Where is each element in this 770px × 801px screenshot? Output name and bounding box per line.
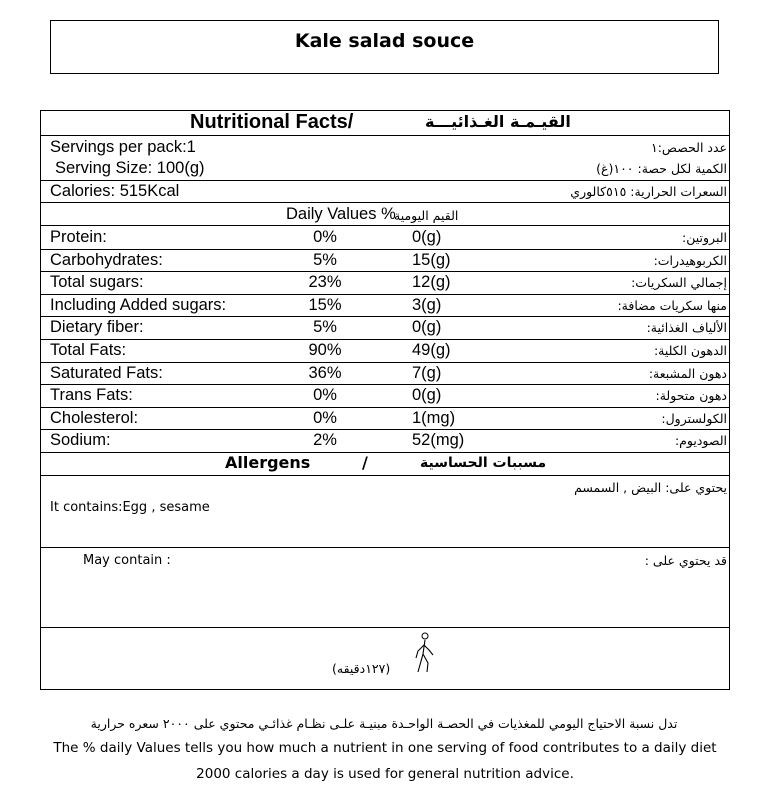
walking-person-icon xyxy=(412,632,436,674)
allergens-title-ar: مسببات الحساسية xyxy=(420,455,547,471)
nutrient-daily-value: 5% xyxy=(313,318,337,337)
nutrient-daily-value: 0% xyxy=(313,386,337,405)
nutrient-daily-value: 0% xyxy=(313,228,337,246)
nutrient-amount: 12(g) xyxy=(412,273,451,292)
allergens-title-en: Allergens xyxy=(225,453,311,472)
nutrient-name-en: Total Fats: xyxy=(50,341,127,359)
divider xyxy=(40,627,730,628)
nutrient-daily-value: 23% xyxy=(308,273,342,292)
nutrient-name-en: Trans Fats: xyxy=(50,386,133,405)
nutrient-amount: 0(g) xyxy=(412,386,442,405)
calories-en: Calories: 515Kcal xyxy=(50,182,180,200)
nutrition-header-en: Nutritional Facts/ xyxy=(190,111,354,133)
nutrient-name-ar: إجمالي السكريات: xyxy=(631,275,727,291)
servings-en: Servings per pack:1 xyxy=(50,138,196,156)
divider xyxy=(40,225,730,226)
nutrient-name-ar: الكربوهيدرات: xyxy=(653,252,727,268)
footnote-en-line1: The % daily Values tells you how much a nutrient in one serving of food contributes to a daily diet xyxy=(53,740,717,756)
nutrient-daily-value: 2% xyxy=(313,431,337,450)
nutrient-amount: 7(g) xyxy=(412,363,442,382)
nutrient-name-en: Sodium: xyxy=(50,431,111,450)
nutrient-amount: 3(g) xyxy=(412,295,442,314)
nutrient-name-ar: البروتين: xyxy=(682,230,727,245)
nutrient-amount: 1(mg) xyxy=(412,408,456,427)
may-contain-en: May contain : xyxy=(83,553,171,568)
nutrient-name-en: Protein: xyxy=(50,228,107,246)
contains-en: It contains:Egg , sesame xyxy=(50,500,210,515)
nutrition-header-ar: القيـمـة الغـذائيـــة xyxy=(425,112,571,131)
serving-size-en: Serving Size: 100(g) xyxy=(55,159,205,177)
activity-minutes: (١٢٧دقيقه) xyxy=(332,661,391,676)
nutrient-amount: 0(g) xyxy=(412,228,442,246)
divider xyxy=(40,547,730,548)
daily-values-en: Daily Values % xyxy=(286,205,396,223)
nutrient-name-en: Dietary fiber: xyxy=(50,318,144,337)
nutrient-name-ar: الصوديوم: xyxy=(674,433,727,449)
nutrient-daily-value: 0% xyxy=(313,408,337,427)
footnote-en-line2: 2000 calories a day is used for general nutrition advice. xyxy=(196,766,574,782)
divider xyxy=(40,452,730,453)
serving-size-ar: الكمية لكل حصة: ١٠٠(غ) xyxy=(596,161,727,176)
nutrient-name-ar: الدهون الكلية: xyxy=(653,343,727,358)
contains-ar: يحتوي على: البيض , السمسم xyxy=(574,480,727,495)
allergens-separator: / xyxy=(362,453,368,472)
nutrient-daily-value: 5% xyxy=(313,250,337,269)
nutrient-daily-value: 90% xyxy=(308,341,342,359)
may-contain-ar: قد يحتوي على : xyxy=(644,553,727,568)
nutrient-name-en: Cholesterol: xyxy=(50,408,139,427)
divider xyxy=(40,135,730,136)
nutrient-name-ar: الكولسترول: xyxy=(661,410,727,426)
divider xyxy=(40,429,730,430)
nutrient-name-ar: دهون المشبعة: xyxy=(648,365,727,381)
nutrient-amount: 52(mg) xyxy=(412,431,465,450)
nutrient-name-ar: الألياف الغذائية: xyxy=(646,320,727,336)
nutrient-name-en: Including Added sugars: xyxy=(50,295,227,314)
nutrient-name-en: Total sugars: xyxy=(50,273,144,292)
nutrient-daily-value: 15% xyxy=(308,295,342,314)
calories-ar: السعرات الحرارية: ٥١٥كالوري xyxy=(570,184,727,199)
nutrient-name-en: Saturated Fats: xyxy=(50,363,163,382)
footnote-ar: تدل نسبة الاحتياج اليومي للمغذيات في الحصـة الواحـدة مبنيـة علـى نظـام غذائـي محتوي على ٢٠٠٠ سعره حرارية xyxy=(90,716,678,731)
nutrient-name-ar: منها سكريات مضافة: xyxy=(617,297,727,313)
divider xyxy=(40,384,730,385)
nutrient-daily-value: 36% xyxy=(308,363,342,382)
nutrient-amount: 15(g) xyxy=(412,250,451,269)
servings-ar: عدد الحصص:١ xyxy=(651,140,727,155)
divider xyxy=(40,339,730,340)
nutrient-name-en: Carbohydrates: xyxy=(50,250,163,269)
nutrient-amount: 0(g) xyxy=(412,318,442,337)
nutrient-name-ar: دهون متحولة: xyxy=(655,388,727,404)
divider xyxy=(40,475,730,476)
daily-values-ar: القيم اليومية xyxy=(394,208,459,223)
nutrient-amount: 49(g) xyxy=(412,341,451,359)
product-title: Kale salad souce xyxy=(294,30,475,52)
divider xyxy=(40,202,730,203)
divider xyxy=(40,407,730,408)
